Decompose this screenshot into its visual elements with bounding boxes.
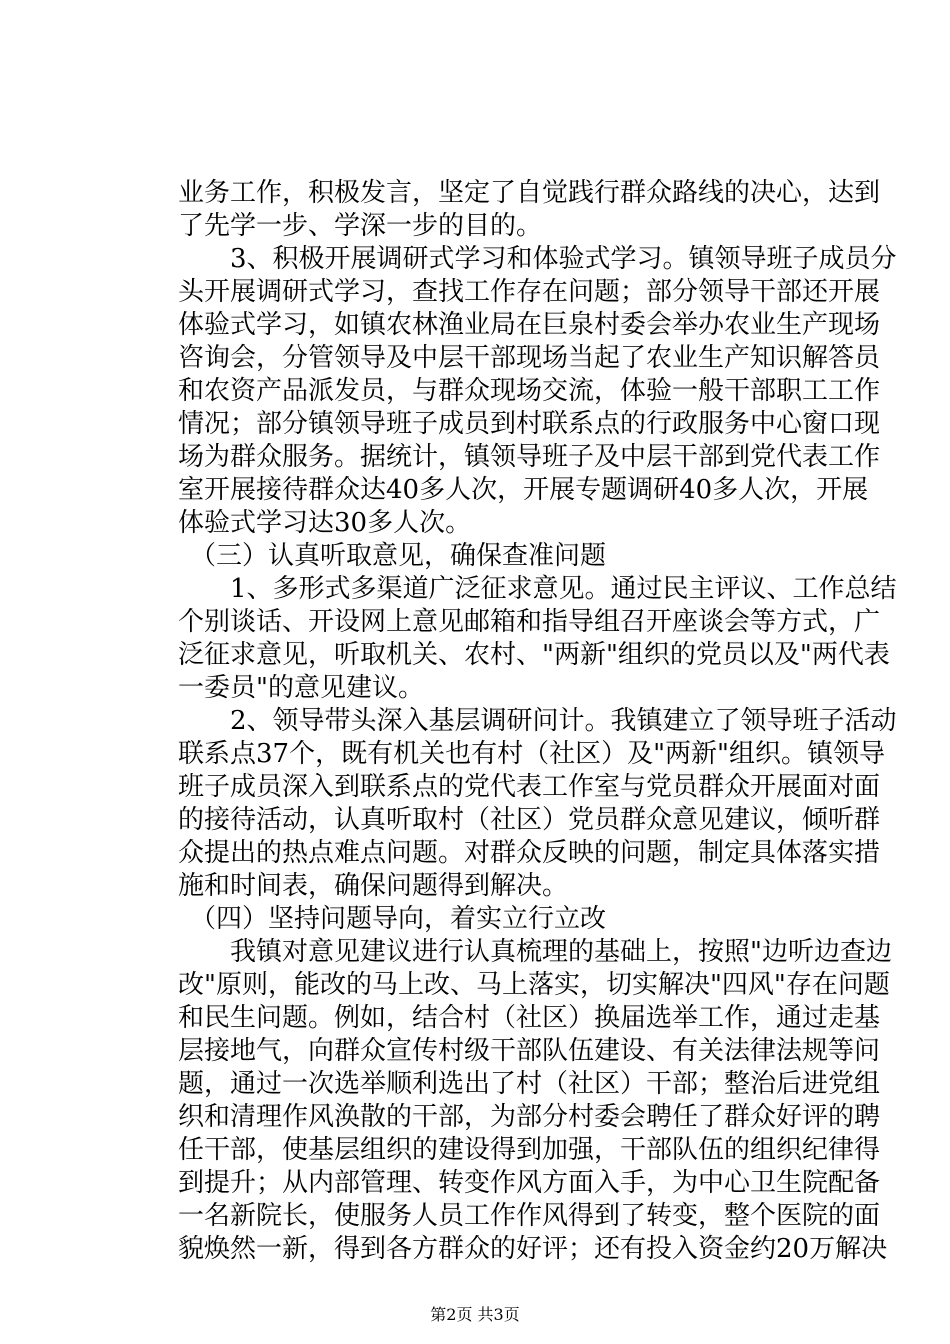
text-line: 和民生问题。例如，结合村（社区）换届选举工作，通过走基 [178,1003,881,1033]
text-line: 和农资产品派发员，与群众现场交流，体验一般干部职工工作 [178,376,881,406]
text-line: 织和清理作风涣散的干部，为部分村委会聘任了群众好评的聘 [178,1102,881,1132]
text-line: 层接地气，向群众宣传村级干部队伍建设、有关法律法规等问 [178,1036,881,1066]
text-line: 施和时间表，确保问题得到解决。 [178,871,569,901]
text-line: 体验式学习，如镇农林渔业局在巨泉村委会举办农业生产现场 [178,310,881,340]
text-line: 室开展接待群众达40多人次，开展专题调研40多人次，开展 [178,475,869,505]
section-heading: （三）认真听取意见，确保查准问题 [190,541,607,571]
text-line: 情况；部分镇领导班子成员到村联系点的行政服务中心窗口现 [178,409,881,439]
text-line: 题，通过一次选举顺利选出了村（社区）干部；整治后进党组 [178,1069,881,1099]
text-line: 体验式学习达30多人次。 [178,508,472,538]
text-line: 众提出的热点难点问题。对群众反映的问题，制定具体落实措 [178,838,881,868]
text-line: 联系点37个，既有机关也有村（社区）及"两新"组织。镇领导 [178,739,886,769]
text-line: 班子成员深入到联系点的党代表工作室与党员群众开展面对面 [178,772,881,802]
text-line: 1、多形式多渠道广泛征求意见。通过民主评议、工作总结 [230,574,897,604]
text-line: 2、领导带头深入基层调研问计。我镇建立了领导班子活动 [230,706,897,736]
text-line: 泛征求意见，听取机关、农村、"两新"组织的党员以及"两代表 [178,640,890,670]
text-line: 头开展调研式学习，查找工作存在问题；部分领导干部还开展 [178,277,881,307]
text-line: 我镇对意见建议进行认真梳理的基础上，按照"边听边查边 [230,937,892,967]
text-line: 一委员"的意见建议。 [178,673,424,703]
page-number-footer: 第2页 共3页 [430,1305,520,1324]
text-line: 一名新院长，使服务人员工作作风得到了转变，整个医院的面 [178,1201,881,1231]
text-line: 场为群众服务。据统计，镇领导班子及中层干部到党代表工作 [178,442,881,472]
text-line: 个别谈话、开设网上意见邮箱和指导组召开座谈会等方式，广 [178,607,881,637]
text-line: 改"原则，能改的马上改、马上落实，切实解决"四风"存在问题 [178,970,890,1000]
text-line: 貌焕然一新，得到各方群众的好评；还有投入资金约20万解决 [178,1234,888,1264]
text-line: 的接待活动，认真听取村（社区）党员群众意见建议，倾听群 [178,805,881,835]
text-line: 3、积极开展调研式学习和体验式学习。镇领导班子成员分 [230,244,897,274]
text-line: 到提升；从内部管理、转变作风方面入手，为中心卫生院配备 [178,1168,881,1198]
text-line: 了先学一步、学深一步的目的。 [178,211,543,241]
text-line: 任干部，使基层组织的建设得到加强，干部队伍的组织纪律得 [178,1135,881,1165]
text-line: 咨询会，分管领导及中层干部现场当起了农业生产知识解答员 [178,343,881,373]
text-line: 业务工作，积极发言，坚定了自觉践行群众路线的决心，达到 [178,178,881,208]
section-heading: （四）坚持问题导向，着实立行立改 [190,904,607,934]
